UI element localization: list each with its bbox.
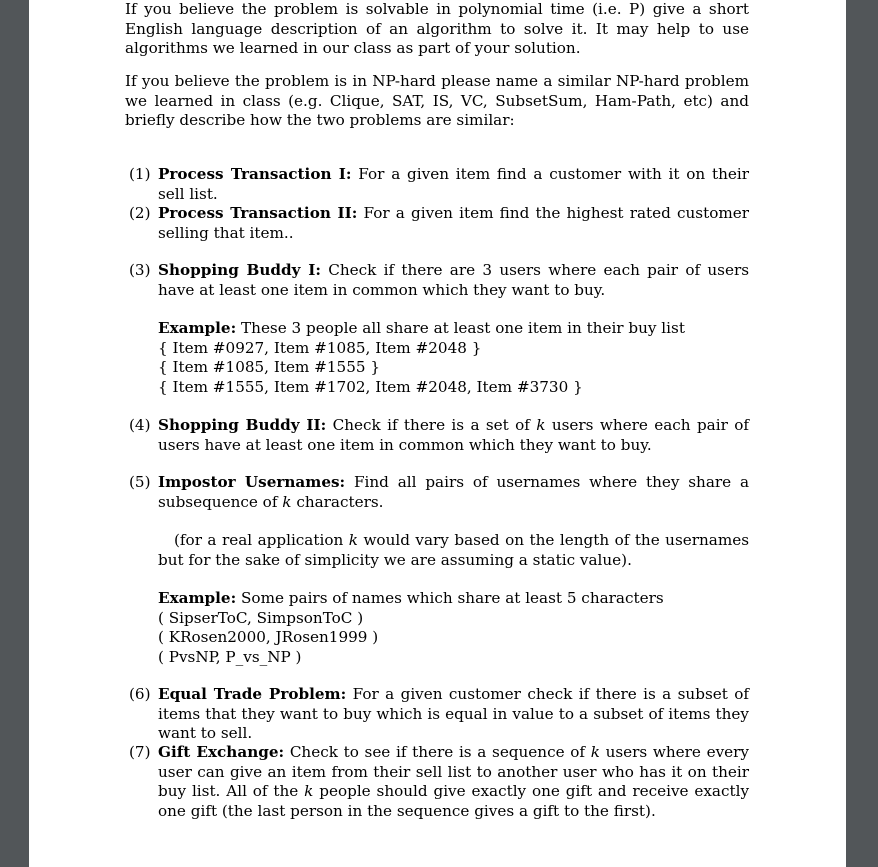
item-set: { Item #1085, Item #1555 } bbox=[158, 358, 381, 377]
name-pair: ( SipserToC, SimpsonToC ) bbox=[158, 608, 364, 627]
problem-text: Check if there is a set of bbox=[332, 416, 530, 434]
example-label: Example: bbox=[158, 589, 237, 607]
problem-number: (4) bbox=[129, 416, 151, 434]
k-variable: k bbox=[348, 531, 358, 549]
example-3 bbox=[158, 319, 749, 397]
example-label: Example: bbox=[158, 319, 237, 337]
name-pair: ( KRosen2000, JRosen1999 ) bbox=[158, 628, 379, 647]
problem-text: For a given item find a customer with it on their sell list. bbox=[158, 165, 749, 203]
problem-title: Impostor Usernames: bbox=[158, 473, 346, 491]
problem-text: Check if there are 3 users where each pair of users have at least one item in common which they want to buy. bbox=[158, 261, 749, 299]
problem-title: Shopping Buddy II: bbox=[158, 416, 327, 434]
item-set: { Item #1555, Item #1702, Item #2048, Item #3730 } bbox=[158, 377, 583, 396]
problem-text: people should give exactly one gift and receive exactly one gift (the last person in the sequence gives a gift to the first). bbox=[158, 782, 750, 820]
k-variable: k bbox=[590, 743, 600, 761]
problem-text: Find all pairs of usernames where they share a subsequence of bbox=[158, 473, 750, 511]
problem-3 bbox=[129, 261, 749, 300]
example-text: Some pairs of names which share at least 5 characters bbox=[241, 589, 664, 607]
problem-title: Process Transaction I: bbox=[158, 165, 352, 183]
problem-text: users where each pair of users have at least one item in common which they want to buy. bbox=[158, 416, 749, 454]
problem-text: For a given customer check if there is a subset of items that they want to buy which is equal in value to a subset of items they want to sell. bbox=[158, 685, 749, 743]
problem-2 bbox=[129, 204, 749, 243]
problem-text: users where every user can give an item from their sell list to another user who has it on their buy list. All of the bbox=[158, 743, 749, 801]
problem-1 bbox=[129, 165, 749, 204]
k-variable: k bbox=[304, 782, 314, 801]
problem-title: Equal Trade Problem: bbox=[158, 685, 347, 703]
problem-title: Shopping Buddy I: bbox=[158, 261, 321, 279]
example-line bbox=[158, 319, 749, 339]
problem-number: (2) bbox=[129, 204, 151, 222]
problem-number: (6) bbox=[129, 685, 151, 703]
problem-7 bbox=[129, 743, 749, 821]
problem-5 bbox=[129, 473, 749, 512]
problem-text: characters. bbox=[296, 492, 384, 511]
name-pair: ( PvsNP, P_vs_NP ) bbox=[158, 647, 302, 666]
problem-4 bbox=[129, 416, 749, 455]
problem-number: (1) bbox=[129, 165, 151, 183]
problem-6 bbox=[129, 685, 749, 744]
note-5 bbox=[158, 531, 749, 570]
problem-title: Process Transaction II: bbox=[158, 204, 358, 222]
example-line bbox=[158, 589, 749, 609]
problem-number: (7) bbox=[129, 743, 151, 761]
example-5 bbox=[158, 589, 749, 667]
example-text: These 3 people all share at least one item in their buy list bbox=[241, 319, 685, 337]
problem-title: Gift Exchange: bbox=[158, 743, 285, 761]
problem-text: For a given item find the highest rated customer selling that item.. bbox=[158, 204, 749, 242]
note-text: would vary based on the length of the usernames but for the sake of simplicity we are assuming a static value). bbox=[158, 531, 750, 569]
problem-number: (5) bbox=[129, 473, 151, 491]
k-variable: k bbox=[282, 492, 292, 511]
problem-number: (3) bbox=[129, 261, 151, 279]
intro-p-paragraph: If you believe the problem is solvable in polynomial time (i.e. P) give a short English language description of an algorithm to solve it. It may help to use algorithms we learned in our class as part of your solution. bbox=[125, 0, 749, 58]
item-set: { Item #0927, Item #1085, Item #2048 } bbox=[158, 338, 482, 357]
note-text: (for a real application bbox=[174, 531, 344, 549]
k-variable: k bbox=[536, 416, 546, 434]
intro-np-paragraph: If you believe the problem is in NP-hard please name a similar NP-hard problem we learned in class (e.g. Clique, SAT, IS, VC, SubsetSum, Ham-Path, etc) and briefly describe how the two problems are similar: bbox=[125, 72, 749, 130]
document-page bbox=[29, 0, 846, 867]
problem-text: Check to see if there is a sequence of bbox=[289, 743, 586, 761]
